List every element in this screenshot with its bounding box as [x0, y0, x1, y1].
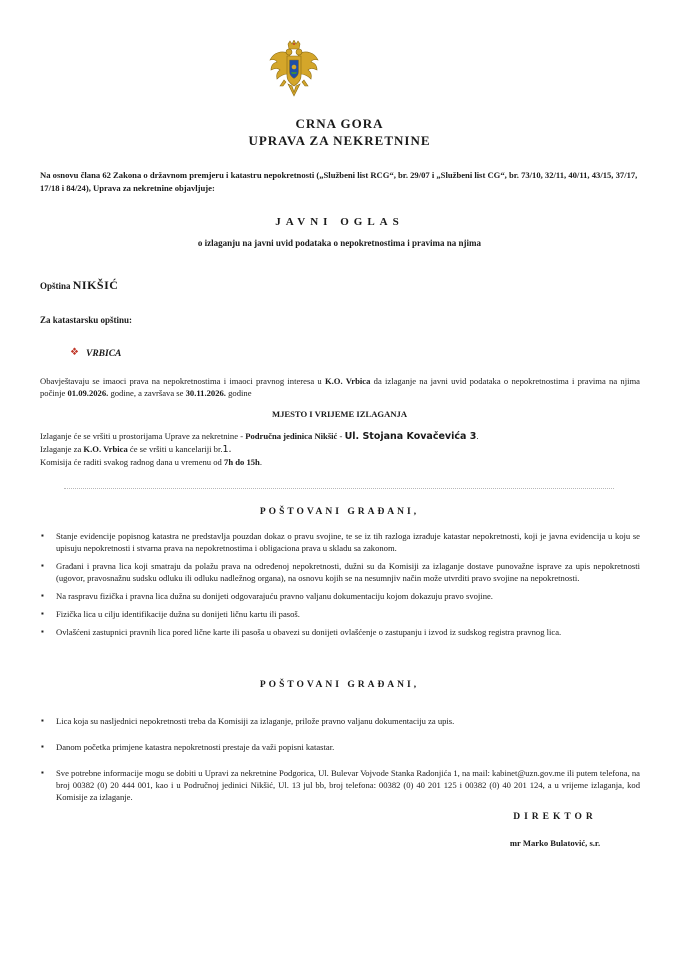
regional-unit: Područna jedinica Nikšić: [245, 431, 338, 441]
list-item: ▪ Fizička lica u cilju identifikacije dužna su donijeti ličnu kartu ili pasoš.: [40, 608, 640, 620]
location-line-2-text: Izlaganje za: [40, 444, 82, 454]
section2-list: [40, 715, 640, 803]
notice-title: JAVNI OGLAS: [275, 216, 404, 228]
location-line-3: [40, 456, 640, 468]
location-line-2-rest: će se vršiti u kancelariji br.: [129, 444, 223, 454]
start-date: 01.09.2026.: [67, 388, 109, 398]
announcement-paragraph: [40, 375, 640, 399]
location-line-1-text: Izlaganje će se vršiti u prostorijama Uprave za nekretnine -: [40, 431, 244, 441]
location-separator: -: [339, 431, 343, 441]
list-item: ▪ Ovlašćeni zastupnici pravnih lica pored lične karte ili pasoša u obavezi su donijeti ovlašćenje o zastupanju i izvod iz sudskog registra pravnog lica.: [40, 626, 640, 638]
municipality-line: [40, 278, 118, 293]
section2-title: POŠTOVANI GRAĐANI,: [259, 680, 420, 690]
office-number: 1.: [222, 444, 232, 455]
location-line-1: [40, 430, 640, 443]
list-item: ▪ Lica koja su nasljednici nepokretnosti treba da Komisiji za izlaganje, prilože pravno valjanu dokumentaciju za upis.: [40, 715, 640, 727]
list-item: ▪ Stanje evidencije popisnog katastra ne predstavlja pouzdan dokaz o pravu svojine, te se iz tih razloga izrađuje katastar nepokretnosti, koji je javna evidencija u koju se upisuju nepokretnosti i stvarna prava na nepokretnostima i obligaciona prava u skladu sa zakonom.: [40, 530, 640, 554]
announcement-text-1: Obavještavaju se imaoci prava na nepokretnostima i imaoci pravnog interesa u: [40, 376, 322, 386]
location-block: [40, 430, 640, 468]
list-item: ▪ Na raspravu fizička i pravna lica dužna su donijeti odgovarajuću pravno valjanu dokumentaciju kojom dokazuju pravo svojine.: [40, 590, 640, 602]
agency-title: UPRAVA ZA NEKRETNINE: [248, 133, 431, 148]
section1-title: POŠTOVANI GRAĐANI,: [259, 507, 420, 517]
municipality-label: Opština: [40, 281, 71, 291]
signature-title: DIREKTOR: [513, 812, 597, 822]
announcement-text-2: da izlaganje na javni uvid podataka o nepokretnostima i pravima na njima počinje: [40, 376, 640, 398]
announcement-ko: K.O. Vrbica: [324, 376, 371, 386]
announcement-text-4: godine: [228, 388, 252, 398]
coat-of-arms-icon: [268, 40, 320, 98]
end-date: 30.11.2026.: [185, 388, 226, 398]
cadastral-municipality-label: Za katastarsku opštinu:: [40, 315, 133, 325]
location-line-3-end: .: [259, 457, 262, 467]
location-heading: MJESTO I VRIJEME IZLAGANJA: [271, 409, 408, 419]
notice-subtitle: o izlaganju na javni uvid podataka o nepokretnostima i pravima na njima: [197, 238, 482, 248]
cadastral-municipality-value: VRBICA: [86, 349, 122, 359]
location-line-3-text: Komisija će raditi svakog radnog dana u vremenu od: [40, 457, 222, 467]
location-ko: K.O. Vrbica: [83, 444, 128, 454]
list-item: ▪ Danom početka primjene katastra nepokretnosti prestaje da važi popisni katastar.: [40, 741, 640, 753]
section1-list: [40, 530, 640, 638]
working-hours: 7h do 15h: [224, 457, 260, 467]
signature-block: [480, 812, 630, 848]
municipality-value: NIKŠIĆ: [72, 278, 119, 292]
location-line-2: [40, 443, 640, 456]
office-address: Ul. Stojana Kovačevića 3: [344, 431, 477, 442]
diamond-bullet-icon: ❖: [70, 347, 79, 358]
country-title: CRNA GORA: [295, 116, 384, 131]
intro-paragraph: Na osnovu člana 62 Zakona o državnom premjeru i katastru nepokretnosti („Službeni list RCG“, br. 29/07 i „Službeni list CG“, br. 73/10, 32/11, 40/11, 43/15, 37/17, 17/18 i 84/24), Uprava za nekretnine objavljuje:: [40, 170, 638, 193]
list-item: ▪ Sve potrebne informacije mogu se dobiti u Upravi za nekretnine Podgorica, Ul. Bulevar Vojvode Stanka Radonjića 1, na mail: kabinet@uzn.gov.me ili putem telefona, na broj 00382 (0) 20 444 001, kao i u Područnoj jedinici Nikšić, Ul. 13 jul bb, broj telefona: 00382 (0) 40 201 125 i 00382 (0) 40 201 124, a u vrijeme izlaganja, kod Komisije za izlaganje.: [40, 767, 640, 803]
list-item: ▪ Građani i pravna lica koji smatraju da polažu prava na određenoj nepokretnosti, dužni su da Komisiji za izlaganje dostave punovažne isprave za upis nepokretnosti (ugovor, pravosnažnu sudsku odluku ili odluku nadležnog organa), na osnovu kojih se na nesumnjiv način može utvrditi pravo svojine na nepokretnosti.: [40, 560, 640, 584]
announcement-text-3: godine, a završava se: [110, 388, 184, 398]
location-line-1-end: .: [476, 431, 479, 441]
signature-name: mr Marko Bulatović, s.r.: [509, 838, 601, 848]
dotted-divider: [64, 488, 614, 489]
